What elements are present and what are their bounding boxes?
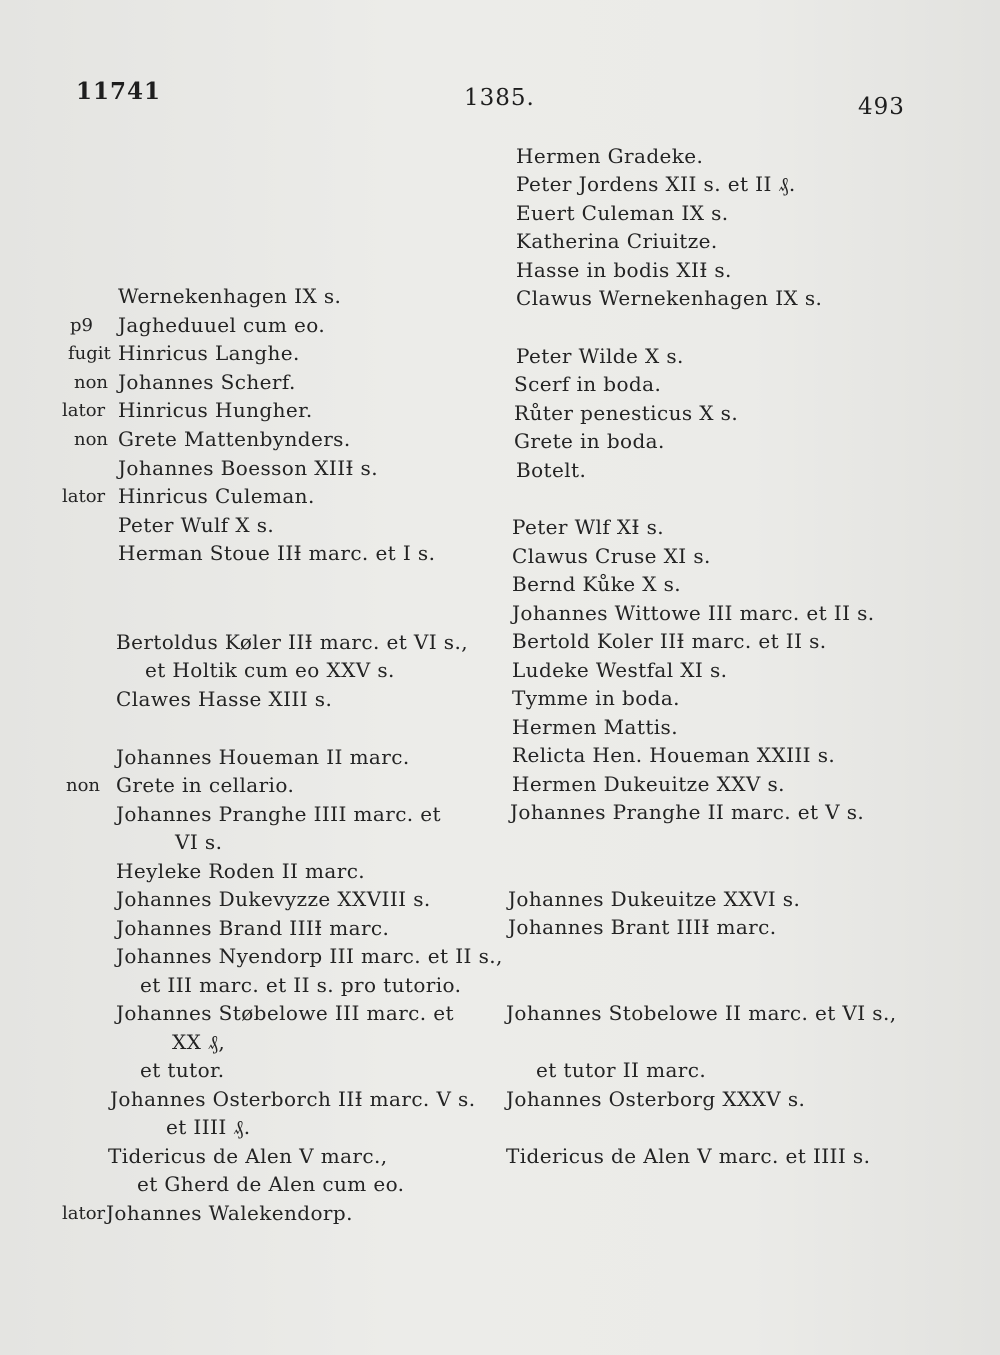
right-entry: Hermen Dukeuitze XXV s. bbox=[512, 772, 785, 796]
right-entry: Johannes Pranghe II marc. et V s. bbox=[510, 800, 865, 824]
left-entry: et Gherd de Alen cum eo. bbox=[137, 1172, 405, 1196]
left-entry: Johannes Walekendorp. bbox=[106, 1201, 353, 1225]
left-entry: Hinricus Langhe. bbox=[118, 341, 300, 365]
margin-note: lator bbox=[62, 1203, 106, 1224]
left-entry: et tutor. bbox=[140, 1058, 225, 1082]
right-entry: Clawus Wernekenhagen IX s. bbox=[516, 286, 823, 310]
left-entry: et Holtik cum eo XXV s. bbox=[145, 658, 395, 682]
right-entry: Hermen Mattis. bbox=[512, 715, 678, 739]
right-entry: Bernd Kůke X s. bbox=[512, 572, 682, 596]
right-entry: Ludeke Westfal XI s. bbox=[512, 658, 728, 682]
left-entry: Bertoldus Køler IIƗ marc. et VI s., bbox=[116, 630, 468, 654]
left-entry: Jagheduuel cum eo. bbox=[118, 313, 326, 337]
left-entry: Johannes Nyendorp III marc. et II s., bbox=[116, 944, 503, 968]
left-entry: Herman Stoue IIƗ marc. et I s. bbox=[118, 541, 436, 565]
margin-note: lator bbox=[62, 486, 106, 507]
left-entry: VI s. bbox=[175, 830, 223, 854]
right-entry: Grete in boda. bbox=[514, 429, 665, 453]
left-entry: Johannes Brand IIIƗ marc. bbox=[116, 916, 390, 940]
left-entry: Wernekenhagen IX s. bbox=[118, 284, 342, 308]
right-entry: Clawus Cruse XI s. bbox=[512, 544, 711, 568]
right-entry: Bertold Koler IIƗ marc. et II s. bbox=[512, 629, 827, 653]
right-entry: Peter Jordens XII s. et II ₰. bbox=[516, 172, 796, 196]
right-entry: Johannes Stobelowe II marc. et VI s., bbox=[506, 1001, 897, 1025]
year-heading: 1385. bbox=[464, 85, 535, 111]
right-entry: Hermen Gradeke. bbox=[516, 144, 704, 168]
left-entry: Peter Wulf X s. bbox=[118, 513, 275, 537]
left-entry: et III marc. et II s. pro tutorio. bbox=[140, 973, 462, 997]
right-entry: Růter penesticus X s. bbox=[514, 401, 739, 425]
right-entry: et tutor II marc. bbox=[536, 1058, 707, 1082]
left-entry: Tidericus de Alen V marc., bbox=[108, 1144, 388, 1168]
left-entry: XX ₰, bbox=[172, 1030, 226, 1054]
right-entry: Tymme in boda. bbox=[512, 686, 680, 710]
right-entry: Scerf in boda. bbox=[514, 372, 662, 396]
right-entry: Hasse in bodis XIƗ s. bbox=[516, 258, 732, 282]
right-entry: Peter Wilde X s. bbox=[516, 344, 684, 368]
right-entry: Katherina Criuitze. bbox=[516, 229, 718, 253]
left-entry: Clawes Hasse XIII s. bbox=[116, 687, 333, 711]
right-entry: Johannes Osterborg XXXV s. bbox=[506, 1087, 806, 1111]
margin-note: non bbox=[74, 372, 109, 393]
left-entry: Johannes Støbelowe III marc. et bbox=[116, 1001, 454, 1025]
margin-note: lator bbox=[62, 400, 106, 421]
right-entry: Relicta Hen. Houeman XXIII s. bbox=[512, 743, 836, 767]
left-entry: Johannes Pranghe IIII marc. et bbox=[116, 802, 441, 826]
left-entry: Johannes Houeman II marc. bbox=[116, 745, 410, 769]
margin-note: p9 bbox=[70, 315, 93, 336]
right-entry: Peter Wlf XƗ s. bbox=[512, 515, 665, 539]
left-entry: Grete in cellario. bbox=[116, 773, 295, 797]
right-entry: Johannes Dukeuitze XXVI s. bbox=[508, 887, 801, 911]
left-entry: Johannes Boesson XIIƗ s. bbox=[118, 456, 378, 480]
right-entry: Johannes Brant IIIƗ marc. bbox=[508, 915, 777, 939]
page-number: 493 bbox=[858, 94, 905, 120]
right-entry: Tidericus de Alen V marc. et IIII s. bbox=[506, 1144, 871, 1168]
left-entry: Johannes Dukevyzze XXVIII s. bbox=[116, 887, 431, 911]
left-entry: Hinricus Culeman. bbox=[118, 484, 315, 508]
left-entry: Grete Mattenbynders. bbox=[118, 427, 351, 451]
left-entry: et IIII ₰. bbox=[166, 1115, 251, 1139]
right-entry: Botelt. bbox=[516, 458, 587, 482]
document-number: 11741 bbox=[76, 78, 162, 105]
right-entry: Johannes Wittowe III marc. et II s. bbox=[512, 601, 875, 625]
left-entry: Hinricus Hungher. bbox=[118, 398, 313, 422]
margin-note: non bbox=[74, 429, 109, 450]
left-entry: Heyleke Roden II marc. bbox=[116, 859, 366, 883]
left-entry: Johannes Osterborch IIƗ marc. V s. bbox=[110, 1087, 476, 1111]
margin-note: fugit bbox=[68, 343, 111, 364]
margin-note: non bbox=[66, 775, 101, 796]
left-entry: Johannes Scherf. bbox=[118, 370, 296, 394]
right-entry: Euert Culeman IX s. bbox=[516, 201, 729, 225]
